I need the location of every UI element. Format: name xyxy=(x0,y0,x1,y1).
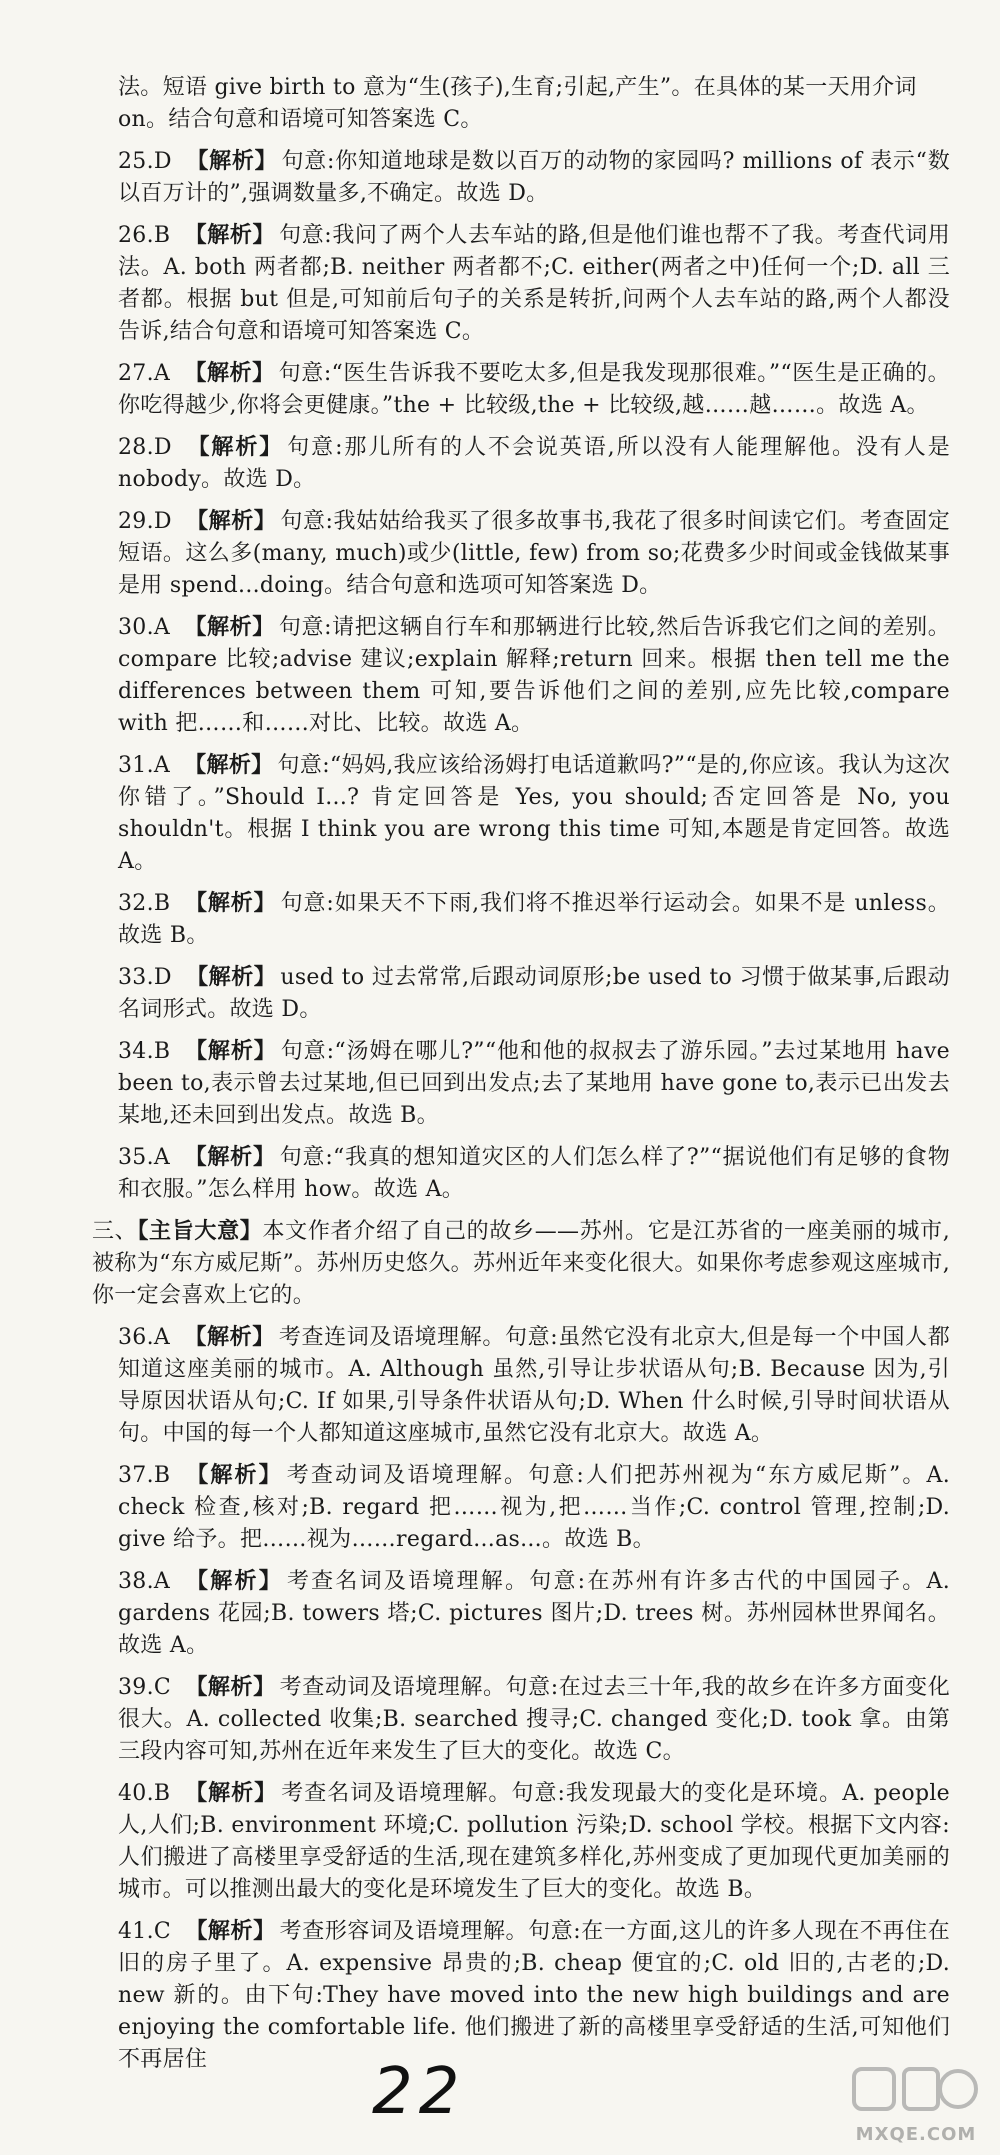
answer-entry xyxy=(118,357,950,422)
question-number: 28. xyxy=(118,435,154,460)
answer-letter: B xyxy=(153,1781,171,1806)
explanation-text: 句意:“医生告诉我不要吃太多,但是我发现那很难。”“医生是正确的。你吃得越少,你将会更健康。”the + 比较级,the + 比较级,越……越……。故选 A。 xyxy=(118,361,950,418)
explanation-text: 句意:请把这辆自行车和那辆进行比较,然后告诉我它们之间的差别。compare 比较;advise 建议;explain 解释;return 回来。根据 then tell me the differences between them 可知,要告诉他们之间的差别,应先比较,compare with 把……和……对比、比较。故选 A。 xyxy=(118,615,950,736)
answer-entry xyxy=(118,145,950,210)
question-number: 32. xyxy=(118,891,154,916)
handwritten-page-number: 22 xyxy=(372,2055,466,2129)
answer-entry xyxy=(118,431,950,496)
answer-entry xyxy=(118,1777,950,1906)
answer-list-part-1 xyxy=(118,145,950,1206)
analysis-tag: 【解析】 xyxy=(184,360,275,386)
section-summary xyxy=(92,1215,950,1312)
answer-letter: D xyxy=(153,509,172,534)
analysis-tag: 【解析】 xyxy=(184,1038,277,1064)
explanation-text: 考查名词及语境理解。句意:我发现最大的变化是环境。A. people 人,人们;B. environment 环境;C. pollution 污染;D. school 学校。根据下文内容:人们搬进了高楼里享受舒适的生活,现在建筑多样化,苏州变成了更加现代更加美丽的城市。可以推测出最大的变化是环境发生了巨大的变化。故选 B。 xyxy=(118,1781,950,1902)
answer-letter: A xyxy=(153,361,171,386)
analysis-tag: 【解析】 xyxy=(184,890,277,916)
answer-entry xyxy=(118,961,950,1026)
question-number: 26. xyxy=(118,223,154,248)
question-number: 31. xyxy=(118,753,154,778)
answer-letter: C xyxy=(153,1919,172,1944)
answer-text-column xyxy=(92,72,951,2085)
answer-entry xyxy=(118,1915,950,2076)
answer-letter: D xyxy=(153,435,172,460)
answer-letter: D xyxy=(153,149,172,174)
answer-entry xyxy=(118,1671,950,1768)
answer-letter: B xyxy=(153,1039,171,1064)
question-number: 40. xyxy=(118,1781,154,1806)
question-number: 25. xyxy=(118,149,154,174)
explanation-text: 句意:那儿所有的人不会说英语,所以没有人能理解他。没有人是 nobody。故选 D。 xyxy=(118,435,950,492)
answer-letter: A xyxy=(153,615,171,640)
question-number: 30. xyxy=(118,615,154,640)
explanation-text: 考查名词及语境理解。句意:在苏州有许多古代的中国园子。A. gardens 花园;B. towers 塔;C. pictures 图片;D. trees 树。苏州园林世界闻名。故选 A。 xyxy=(118,1569,950,1658)
analysis-tag: 【解析】 xyxy=(184,1324,275,1350)
answer-list-part-2 xyxy=(118,1321,950,2076)
watermark-icon xyxy=(846,2063,986,2123)
explanation-text: 句意:我问了两个人去车站的路,但是他们谁也帮不了我。考查代词用法。A. both 两者都;B. neither 两者都不;C. either(两者之中)任何一个;D. all 三者都。根据 but 但是,可知前后句子的关系是转折,问两个人去车站的路,两个人都没告诉,结合句意和语境可知答案选 C。 xyxy=(118,223,950,344)
analysis-tag: 【解析】 xyxy=(184,222,276,248)
explanation-text: 句意:你知道地球是数以百万的动物的家园吗? millions of 表示“数以百万计的”,强调数量多,不确定。故选 D。 xyxy=(118,149,950,206)
analysis-tag: 【解析】 xyxy=(184,1462,283,1488)
explanation-text: 句意:“我真的想知道灾区的人们怎么样了?”“据说他们有足够的食物和衣服。”怎么样用 how。故选 A。 xyxy=(118,1145,950,1202)
section-prefix: 三、 xyxy=(92,1219,138,1244)
answer-entry xyxy=(118,505,950,602)
answer-entry xyxy=(118,1565,950,1662)
analysis-tag: 【解析】 xyxy=(184,1144,276,1170)
question-number: 38. xyxy=(118,1569,154,1594)
answer-letter: A xyxy=(153,1569,171,1594)
question-number: 41. xyxy=(118,1919,154,1944)
explanation-text: 句意:“汤姆在哪儿?”“他和他的叔叔去了游乐园。”去过某地用 have been to,表示曾去过某地,但已回到出发点;去了某地用 have gone to,表示已出发去某地,还未回到出发点。故选 B。 xyxy=(118,1039,950,1128)
answer-letter: A xyxy=(153,1325,171,1350)
analysis-tag: 【解析】 xyxy=(185,508,277,534)
analysis-tag: 【解析】 xyxy=(184,614,275,640)
question-number: 29. xyxy=(118,509,154,534)
question-number: 34. xyxy=(118,1039,154,1064)
answer-entry xyxy=(118,1459,950,1556)
question-number: 27. xyxy=(118,361,154,386)
analysis-tag: 【解析】 xyxy=(184,752,274,778)
question-number: 37. xyxy=(118,1463,154,1488)
question-number: 39. xyxy=(118,1675,154,1700)
analysis-tag: 【解析】 xyxy=(185,964,277,990)
answer-letter: B xyxy=(153,223,171,248)
answer-letter: D xyxy=(153,965,172,990)
answer-letter: C xyxy=(153,1675,172,1700)
answer-letter: A xyxy=(153,1145,171,1170)
answer-letter: B xyxy=(153,1463,171,1488)
explanation-text: 句意:我姑姑给我买了很多故事书,我花了很多时间读它们。考查固定短语。这么多(many, much)或少(little, few) from so;花费多少时间或金钱做某事是用 spend...doing。结合句意和选项可知答案选 D。 xyxy=(118,509,950,598)
question-number: 35. xyxy=(118,1145,154,1170)
analysis-tag: 【解析】 xyxy=(185,434,284,460)
explanation-text: 考查动词及语境理解。句意:在过去三十年,我的故乡在许多方面变化很大。A. collected 收集;B. searched 搜寻;C. changed 变化;D. took 拿。由第三段内容可知,苏州在近年来发生了巨大的变化。故选 C。 xyxy=(118,1675,950,1764)
explanation-text: used to 过去常常,后跟动词原形;be used to 习惯于做某事,后跟动名词形式。故选 D。 xyxy=(118,965,950,1022)
answer-letter: A xyxy=(153,753,171,778)
analysis-tag: 【解析】 xyxy=(185,1674,276,1700)
answer-entry xyxy=(118,1035,950,1132)
analysis-tag: 【解析】 xyxy=(185,148,278,174)
answer-entry xyxy=(118,887,950,952)
section-text: 本文作者介绍了自己的故乡——苏州。它是江苏省的一座美丽的城市,被称为“东方威尼斯”。苏州历史悠久。苏州近年来变化很大。如果你考虑参观这座城市,你一定会喜欢上它的。 xyxy=(92,1219,950,1308)
explanation-text: 考查形容词及语境理解。句意:在一方面,这儿的许多人现在不再住在旧的房子里了。A. expensive 昂贵的;B. cheap 便宜的;C. old 旧的,古老的;D. new 新的。由下句:They have moved into the new high buildings and are enjoying the comfortable life. 他们搬进了新的高楼里享受舒适的生活,可知他们不再居住 xyxy=(118,1919,950,2072)
analysis-tag: 【解析】 xyxy=(185,1918,276,1944)
answer-entry xyxy=(118,611,950,740)
watermark-text: MXQE.COM xyxy=(855,2124,977,2145)
answer-entry xyxy=(118,219,950,348)
watermark-logo xyxy=(846,2063,986,2145)
explanation-text: 句意:“妈妈,我应该给汤姆打电话道歉吗?”“是的,你应该。我认为这次你错了。”Should I...? 肯定回答是 Yes, you should;否定回答是 No, you shouldn't。根据 I think you are wrong this time 可知,本题是肯定回答。故选 A。 xyxy=(118,753,951,874)
explanation-text: 句意:如果天不下雨,我们将不推迟举行运动会。如果不是 unless。故选 B。 xyxy=(118,891,951,948)
answer-entry xyxy=(118,1321,950,1450)
answer-entry xyxy=(118,1141,950,1206)
analysis-tag: 【解析】 xyxy=(184,1780,278,1806)
answer-letter: B xyxy=(153,891,171,916)
question-number: 33. xyxy=(118,965,154,990)
explanation-text: 考查动词及语境理解。句意:人们把苏州视为“东方威尼斯”。A. check 检查,核对;B. regard 把……视为,把……当作;C. control 管理,控制;D. give 给予。把……视为……regard...as...。故选 B。 xyxy=(118,1463,950,1552)
explanation-text: 考查连词及语境理解。句意:虽然它没有北京大,但是每一个中国人都知道这座美丽的城市。A. Although 虽然,引导让步状语从句;B. Because 因为,引导原因状语从句;C. If 如果,引导条件状语从句;D. When 什么时候,引导时间状语从句。中国的每一个人都知道这座城市,虽然它没有北京大。故选 A。 xyxy=(118,1325,950,1446)
continued-paragraph: 法。短语 give birth to 意为“生(孩子),生育;引起,产生”。在具体的某一天用介词 on。结合句意和语境可知答案选 C。 xyxy=(118,75,917,132)
question-number: 36. xyxy=(118,1325,154,1350)
analysis-tag: 【解析】 xyxy=(184,1568,283,1594)
answer-entry xyxy=(118,749,950,878)
section-tag: 【主旨大意】 xyxy=(137,1218,263,1244)
